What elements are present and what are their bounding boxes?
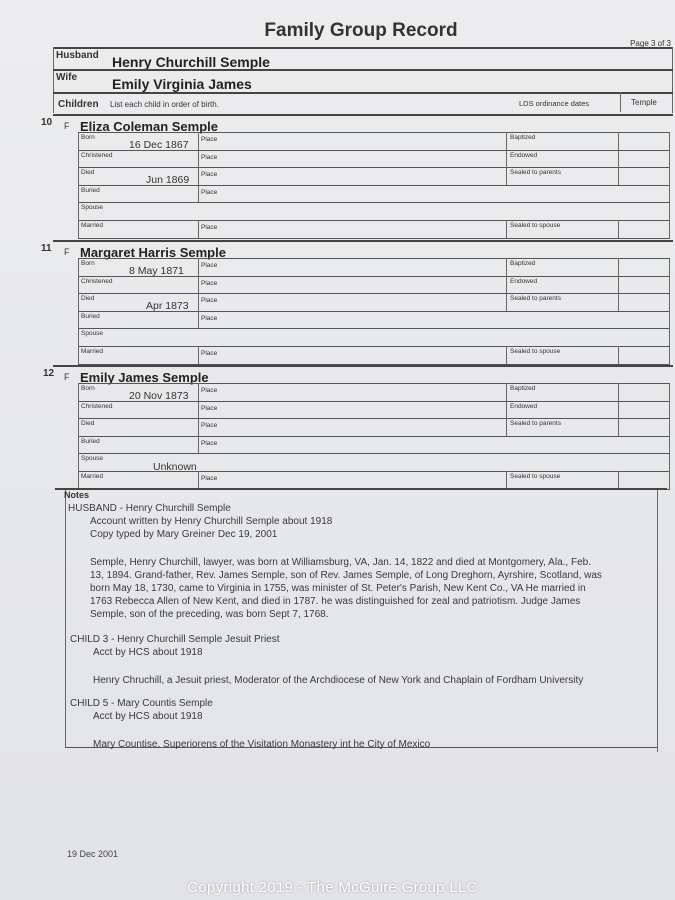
child-right-rule bbox=[669, 258, 670, 364]
child-born-label: Born bbox=[81, 260, 95, 267]
header-right-rule bbox=[672, 47, 673, 113]
notes-husband-line1: Account written by Henry Churchill Semple about 1918 bbox=[90, 516, 333, 527]
child-number: 12 bbox=[43, 368, 55, 379]
child-place-label: Place bbox=[201, 279, 218, 287]
child-top-rule bbox=[53, 114, 673, 116]
child-place-rule bbox=[198, 346, 199, 364]
child-sex: F bbox=[64, 372, 70, 382]
footer-date: 19 Dec 2001 bbox=[67, 849, 119, 859]
notes-paragraph-line-5: Semple, son of the preceding, was born Sept 7, 1768. bbox=[90, 609, 329, 620]
child-spouse-label: Spouse bbox=[81, 455, 104, 463]
child-sealed-spouse-label: Sealed to spouse bbox=[510, 222, 561, 229]
child-left-rule bbox=[78, 258, 79, 364]
header-left-rule bbox=[53, 47, 54, 113]
child-sealed-spouse-label: Sealed to spouse bbox=[510, 473, 561, 480]
child-left-rule bbox=[78, 383, 79, 489]
copyright-watermark: Copyright 2019 - The McGuire Group LLC bbox=[187, 879, 478, 896]
child-died-label: Died bbox=[81, 295, 95, 303]
child-endowed-label: Endowed bbox=[510, 277, 538, 285]
lds-ordinance-label: LDS ordinance dates bbox=[519, 99, 590, 108]
child-row-rule bbox=[78, 293, 670, 294]
child-row-rule bbox=[78, 346, 670, 347]
child-place-label: Place bbox=[201, 224, 218, 231]
child-row-rule bbox=[78, 453, 670, 454]
child-born-label: Born bbox=[81, 385, 95, 392]
child-temple-rule bbox=[618, 258, 619, 311]
child-died-date: Jun 1869 bbox=[146, 174, 190, 187]
child-baptized-label: Baptized bbox=[510, 260, 536, 267]
notes-right-rule bbox=[657, 490, 658, 752]
notes-left-rule bbox=[65, 490, 66, 747]
child-baptized-label: Baptized bbox=[510, 385, 536, 392]
temple-label: Temple bbox=[631, 98, 657, 107]
notes-child5-text: Mary Countise, Superiorens of the Visitation Monastery int he City of Mexico bbox=[93, 739, 431, 750]
child-temple-rule bbox=[618, 220, 619, 238]
child-spouse-label: Spouse bbox=[81, 204, 104, 212]
child-place-label: Place bbox=[201, 387, 218, 394]
child-place-rule bbox=[198, 258, 199, 328]
child-sealed-parents-label: Sealed to parents bbox=[510, 295, 561, 303]
child-right-rule bbox=[669, 132, 670, 238]
notes-child5-heading: CHILD 5 - Mary Countis Semple bbox=[70, 698, 213, 709]
child-top-rule bbox=[53, 365, 673, 367]
child-place-label: Place bbox=[201, 153, 218, 161]
wife-label: Wife bbox=[56, 72, 78, 83]
child-born-label: Born bbox=[81, 134, 95, 141]
child-place-label: Place bbox=[201, 188, 218, 196]
child-died-date: Apr 1873 bbox=[146, 300, 189, 313]
notes-child3-line1: Acct by HCS about 1918 bbox=[93, 647, 203, 658]
child-lds-rule bbox=[506, 383, 507, 436]
child-row-rule bbox=[78, 328, 670, 329]
child-place-label: Place bbox=[201, 297, 218, 305]
child-name-rule bbox=[78, 383, 670, 384]
child-spouse-name: Unknown bbox=[153, 461, 197, 474]
child-right-rule bbox=[669, 383, 670, 489]
child-place-label: Place bbox=[201, 171, 218, 179]
child-christened-label: Christened bbox=[81, 151, 113, 159]
child-number: 11 bbox=[41, 243, 52, 254]
child-left-rule bbox=[78, 132, 79, 238]
husband-label: Husband bbox=[56, 50, 99, 61]
child-sealed-parents-label: Sealed to parents bbox=[510, 169, 561, 177]
child-name: Margaret Harris Semple bbox=[80, 245, 226, 260]
page-number: Page 3 of 3 bbox=[630, 39, 671, 48]
wife-name: Emily Virginia James bbox=[112, 76, 252, 92]
child-place-rule bbox=[198, 383, 199, 453]
child-lds-rule bbox=[506, 258, 507, 311]
child-sex: F bbox=[64, 247, 70, 257]
child-born-date: 8 May 1871 bbox=[129, 265, 184, 277]
child-married-label: Married bbox=[81, 473, 104, 480]
notes-paragraph-line-2: 13, 1894. Grand-father, Rev. James Semple, son of Rev. James Semple, of Long Dreghorn, Ayrshire, Scotland, was bbox=[90, 570, 602, 581]
child-row-rule bbox=[78, 436, 670, 437]
child-temple-rule bbox=[618, 346, 619, 364]
child-temple-rule bbox=[618, 132, 619, 185]
child-row-rule bbox=[78, 220, 670, 221]
children-label: Children bbox=[58, 99, 99, 110]
child-lds-rule bbox=[506, 132, 507, 185]
notes-top-rule bbox=[55, 488, 667, 490]
child-sex: F bbox=[64, 121, 70, 131]
child-buried-label: Buried bbox=[81, 312, 100, 320]
child-row-rule bbox=[78, 167, 670, 168]
child-died-label: Died bbox=[81, 420, 95, 428]
notes-label: Notes bbox=[64, 490, 90, 500]
child-sealed-spouse-label: Sealed to spouse bbox=[510, 348, 561, 355]
child-lds-rule bbox=[506, 220, 507, 238]
notes-husband-heading: HUSBAND - Henry Churchill Semple bbox=[68, 503, 231, 514]
notes-child5-line1: Acct by HCS about 1918 bbox=[93, 711, 203, 722]
child-temple-rule bbox=[618, 383, 619, 436]
child-born-date: 16 Dec 1867 bbox=[129, 139, 189, 151]
child-name: Eliza Coleman Semple bbox=[80, 119, 218, 134]
notes-paragraph-line-3: born May 18, 1730, came to Virginia in 1755, was minister of St. Peter's Parish, New Kent Co., VA He married in bbox=[90, 583, 586, 594]
child-place-rule bbox=[198, 471, 199, 489]
child-place-label: Place bbox=[201, 422, 218, 430]
child-temple-rule bbox=[618, 471, 619, 489]
child-top-rule bbox=[53, 240, 673, 242]
child-married-label: Married bbox=[81, 222, 104, 229]
child-row-rule bbox=[78, 418, 670, 419]
child-endowed-label: Endowed bbox=[510, 402, 538, 410]
child-sealed-parents-label: Sealed to parents bbox=[510, 420, 561, 428]
child-christened-label: Christened bbox=[81, 277, 113, 285]
child-place-label: Place bbox=[201, 404, 218, 412]
child-place-label: Place bbox=[201, 262, 218, 269]
notes-husband-line2: Copy typed by Mary Greiner Dec 19, 2001 bbox=[90, 529, 278, 540]
child-lds-rule bbox=[506, 346, 507, 364]
child-place-label: Place bbox=[201, 350, 218, 357]
child-name-rule bbox=[78, 132, 670, 133]
child-married-label: Married bbox=[81, 348, 104, 355]
child-baptized-label: Baptized bbox=[510, 134, 536, 141]
child-number: 10 bbox=[41, 117, 53, 128]
child-buried-label: Buried bbox=[81, 437, 100, 445]
child-place-label: Place bbox=[201, 475, 218, 482]
child-place-rule bbox=[198, 132, 199, 202]
husband-name: Henry Churchill Semple bbox=[112, 54, 270, 70]
child-row-rule bbox=[78, 238, 670, 239]
child-name: Emily James Semple bbox=[80, 370, 209, 385]
child-place-label: Place bbox=[201, 136, 218, 143]
notes-paragraph-line-1: Semple, Henry Churchill, lawyer, was born at Williamsburg, VA, Jan. 14, 1822 and died at Montgomery, Ala., Feb. bbox=[90, 557, 591, 568]
header-top-rule bbox=[53, 47, 673, 49]
child-row-rule bbox=[78, 202, 670, 203]
notes-paragraph-line-4: 1763 Rebecca Allen of New Kent, and died in 1787. he was distinguished for zeal and patriotism. Judge James bbox=[90, 596, 581, 607]
child-place-label: Place bbox=[201, 439, 218, 447]
wife-rule bbox=[53, 92, 673, 94]
child-buried-label: Buried bbox=[81, 186, 100, 194]
child-died-label: Died bbox=[81, 169, 95, 177]
child-place-label: Place bbox=[201, 314, 218, 322]
child-christened-label: Christened bbox=[81, 402, 113, 410]
child-place-rule bbox=[198, 220, 199, 238]
page-title: Family Group Record bbox=[264, 20, 458, 41]
child-born-date: 20 Nov 1873 bbox=[129, 390, 189, 402]
notes-child3-heading: CHILD 3 - Henry Churchill Semple Jesuit Priest bbox=[70, 634, 280, 645]
child-name-rule bbox=[78, 258, 670, 259]
children-instruction: List each child in order of birth. bbox=[110, 100, 219, 109]
child-lds-rule bbox=[506, 471, 507, 489]
child-spouse-label: Spouse bbox=[81, 330, 104, 338]
husband-rule bbox=[53, 69, 673, 71]
child-endowed-label: Endowed bbox=[510, 151, 538, 159]
temple-column-rule bbox=[620, 92, 621, 112]
notes-child3-text: Henry Chruchill, a Jesuit priest, Moderator of the Archdiocese of New York and Chaplain of Fordham University bbox=[93, 675, 584, 686]
